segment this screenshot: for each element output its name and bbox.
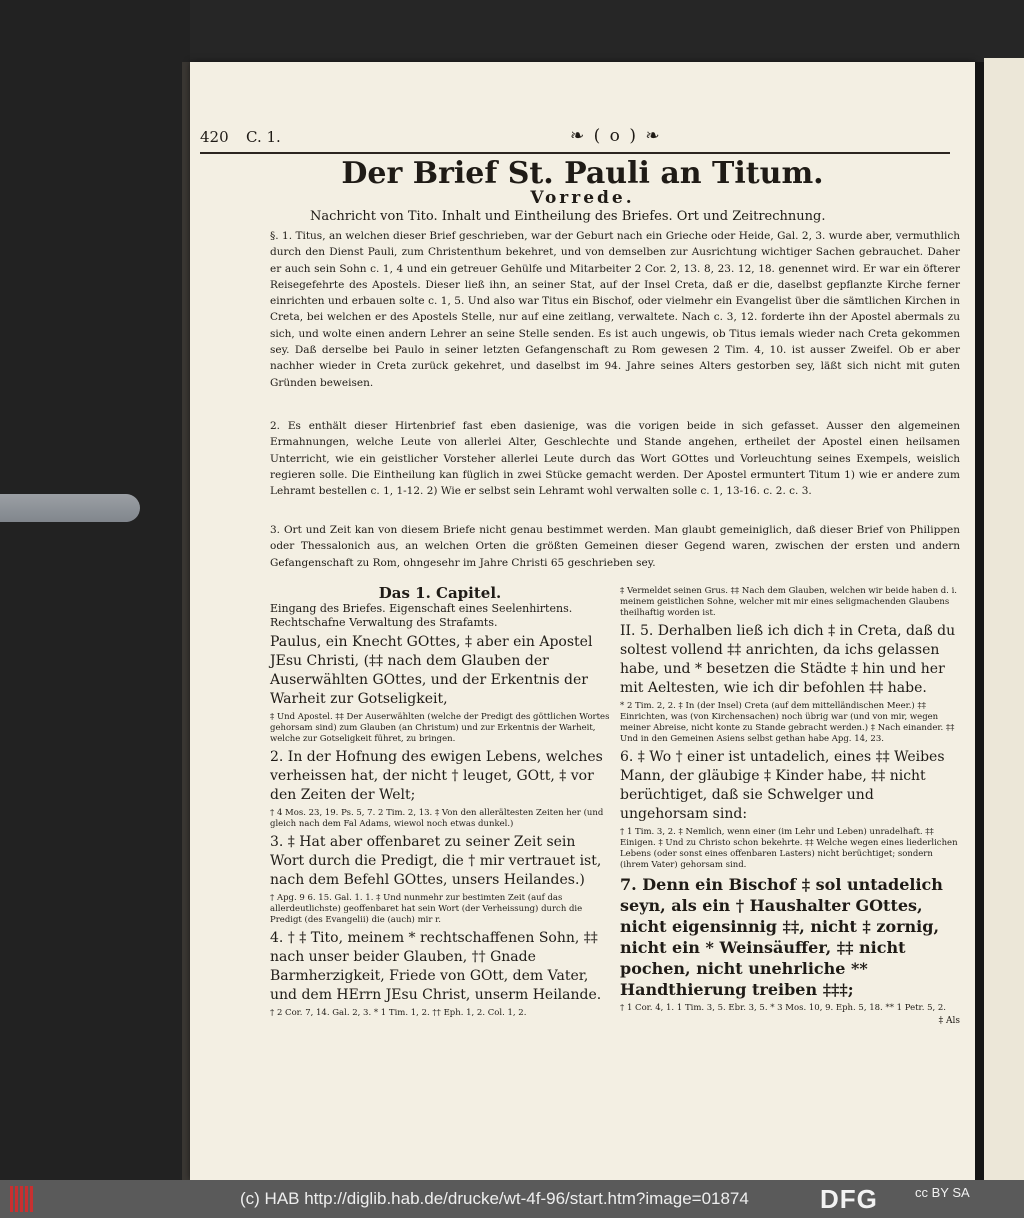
note-0: ‡ Vermeldet seinen Grus. ‡‡ Nach dem Glauben, welchen wir beide haben d. i. meinem geistlichen Sohne, welcher mit mir eines seligmachenden Glaubens theilhaftig worden ist. (620, 586, 958, 618)
preface-heading: Vorrede. (530, 188, 635, 208)
footer-bar (0, 1180, 1024, 1218)
note-7: † 1 Cor. 4, 1. 1 Tim. 3, 5. Ebr. 3, 5. * 3 Mos. 10, 9. Eph. 5, 18. ** 1 Petr. 5, 2. (620, 1003, 947, 1013)
note-6: † 1 Tim. 3, 2. ‡ Nemlich, wenn einer (im Lehr und Leben) unradelhaft. ‡‡ Einigen. ‡ Und zu Christo schon bekehrte. ‡‡ Welche wegen eines liederlichen Lebens (oder sonst eines offenbaren Lasters) nicht berüchtiget; sondern (ihrem Vater) gehorsam sind. (620, 827, 958, 870)
verse-1: Paulus, ein Knecht GOttes, ‡ aber ein Apostel JEsu Christi, (‡‡ nach dem Glauben der Auserwählten GOttes, und der Erkentnis der Warheit zur Gotseligkeit, (270, 634, 593, 707)
preface-subheading: Nachricht von Tito. Inhalt und Eintheilung des Briefes. Ort und Zeitrechnung. (310, 209, 826, 224)
preface-paragraph-1: §. 1. Titus, an welchen dieser Brief geschrieben, war der Geburt nach ein Grieche oder Heide, Gal. 2, 3. wurde aber, vermuthlich durch den Dienst Pauli, zum Christenthum bekehret, und von demselben zur Ausrichtung wichtiger Sachen gebrauchet. Daher er auch sein Sohn c. 1, 4 und ein getreuer Gehülfe und Mitarbeiter 2 Cor. 2, 13. 8, 23. 12, 18. genennet wird. Er war ein öfterer Reisegefehrte des Apostels. Dieser ließ ihn, an seiner Stat, auf der Insel Creta, daß er die, daselbst gepflanzte Kirche ferner einrichten und erbauen solte c. 1, 5. Und also war Titus ein Bischof, oder vielmehr ein Evangelist über die sämtlichen Kirchen in Creta, bei welchen er des Apostels Stelle, nur auf eine zeitlang, verwaltete. Nach c. 3, 12. forderte ihn der Apostel abermals zu sich, und wolte einen andern Lehrer an seine Stelle senden. Es ist auch ungewis, ob Titus iemals wieder nach Creta gekommen sey. Daß derselbe bei Paulo in seiner letzten Gefangenschaft zu Rom gewesen 2 Tim. 4, 10. ist ausser Zweifel. Ob er aber nachher wieder in Creta zurück gekehret, und daselbst im 94. Jahre seines Alters gestorben sey, läßt sich nicht mit guten Gründen beweisen. (270, 230, 960, 389)
note-2: † 4 Mos. 23, 19. Ps. 5, 7. 2 Tim. 2, 13. ‡ Von den allerältesten Zeiten her (und gleich nach dem Fal Adams, wiewol noch etwas dunkel.) (270, 808, 604, 829)
left-column (270, 584, 610, 1021)
cc-license-icon[interactable]: cc BY SA (915, 1185, 970, 1200)
catchword: ‡ Als (938, 1016, 960, 1026)
note-4: † 2 Cor. 7, 14. Gal. 2, 3. * 1 Tim. 1, 2. †† Eph. 1, 2. Col. 1, 2. (270, 1008, 527, 1018)
note-1: ‡ Und Apostel. ‡‡ Der Auserwählten (welche der Predigt des göttlichen Wortes gehorsam sind) zum Glauben (an Christum) und zur Erkentnis der Warheit, welche zur Gotseligkeit führet, zu bringen. (270, 712, 610, 744)
copyright-link[interactable]: (c) HAB http://diglib.hab.de/drucke/wt-4f-96/start.htm?image=01874 (240, 1189, 749, 1208)
gutter (975, 62, 984, 1180)
verse-3: 3. ‡ Hat aber offenbaret zu seiner Zeit sein Wort durch die Predigt, die † mir vertrauet ist, nach dem Befehl GOttes, unsers Heilandes.) (270, 834, 602, 888)
page-edge (182, 62, 190, 1180)
chapter-subheading: Eingang des Briefes. Eigenschaft eines Seelenhirtens. Rechtschafne Verwaltung des Strafamts. (270, 602, 573, 629)
chapter-heading: Das 1. Capitel. (378, 584, 502, 602)
binding-shadow (0, 0, 190, 1180)
dfg-logo: DFG (820, 1184, 878, 1214)
header-ornament: ❧ ( o ) ❧ (570, 126, 662, 146)
verse-7: 7. Denn ein Bischof ‡ sol untadelich seyn, als ein † Haushalter GOttes, nicht eigensinnig ‡‡, nicht ‡ zornig, nicht ein * Weinsäuffer, ‡‡ nicht pochen, nicht unehrliche ** Handthierung treiben ‡‡‡; (620, 875, 943, 999)
right-column (620, 584, 960, 1026)
preface-paragraph-2: 2. Es enthält dieser Hirtenbrief fast eben dasienige, was die vorigen beide in sich gefasset. Ausser den algemeinen Ermahnungen, welche Leute von allerlei Alter, Geschlechte und Stande angehen, ertheilet der Apostel einen heilsamen Unterricht, wie ein geistlicher Vorsteher allerlei Leute durch das Wort GOttes und Vorleuchtung seines Exempels, weislich regieren solle. Die Eintheilung kan füglich in zwei Stücke gemacht werden. Der Apostel ermuntert Titum 1) wie er andere zum Lehramt bestellen c. 1, 1-12. 2) Wie er selbst sein Lehramt wohl verwalten solle c. 1, 13-16. c. 2. c. 3. (270, 420, 960, 498)
facing-page-edge (984, 58, 1024, 1180)
bookmark-ribbon (0, 494, 140, 522)
note-3: † Apg. 9 6. 15. Gal. 1. 1. ‡ Und nunmehr zur bestimten Zeit (auf das allerdeutlichste) geoffenbaret hat sein Wort (der Verheissung) durch die Predigt (des Evangelii) die (auch) mir r. (270, 893, 583, 925)
chapter-reference: C. 1. (246, 128, 281, 146)
verse-4: 4. † ‡ Tito, meinem * rechtschaffenen Sohn, ‡‡ nach unser beider Glauben, †† Gnade Barmherzigkeit, Friede von GOtt, dem Vater, und dem HErrn JEsu Christ, unserm Heilande. (270, 930, 602, 1003)
book-page (190, 62, 975, 1180)
running-header (200, 128, 950, 154)
verse-2: 2. In der Hofnung des ewigen Lebens, welches verheissen hat, der nicht † leuget, GOtt, ‡ vor den Zeiten der Welt; (270, 749, 603, 803)
preface-paragraph-3: 3. Ort und Zeit kan von diesem Briefe nicht genau bestimmet werden. Man glaubt gemeiniglich, daß dieser Brief von Philippen oder Thessalonich aus, an welchen Orten die größten Gemeinen dieser Gegend waren, zwischen der ersten und andern Gefangenschaft zu Rom, ohngesehr im Jahre Christi 65 geschrieben sey. (270, 524, 960, 569)
page-number: 420 (200, 128, 229, 146)
note-5: * 2 Tim. 2, 2. ‡ In (der Insel) Creta (auf dem mittelländischen Meer.) ‡‡ Einrichten, was (von Kirchensachen) noch übrig war (und von mir, wegen meiner Abreise, nicht konte zu Stande gebracht werden.) ‡ Nach einander. ‡‡ Und in den Gemeinen Asiens selbst gethan habe Apg. 14, 23. (620, 701, 955, 744)
page-title: Der Brief St. Pauli an Titum. (341, 156, 824, 191)
verse-6: 6. ‡ Wo † einer ist untadelich, eines ‡‡ Weibes Mann, der gläubige ‡ Kinder habe, ‡‡ nicht berüchtiget, daß sie Schwelger und ungehorsam sind: (620, 749, 945, 822)
verse-5: II. 5. Derhalben ließ ich dich ‡ in Creta, daß du soltest vollend ‡‡ anrichten, da ichs gelassen habe, und * besetzen die Städte ‡ hin und her mit Aeltesten, wie ich dir befohlen ‡‡ habe. (620, 623, 956, 696)
hab-logo-icon (10, 1186, 42, 1212)
